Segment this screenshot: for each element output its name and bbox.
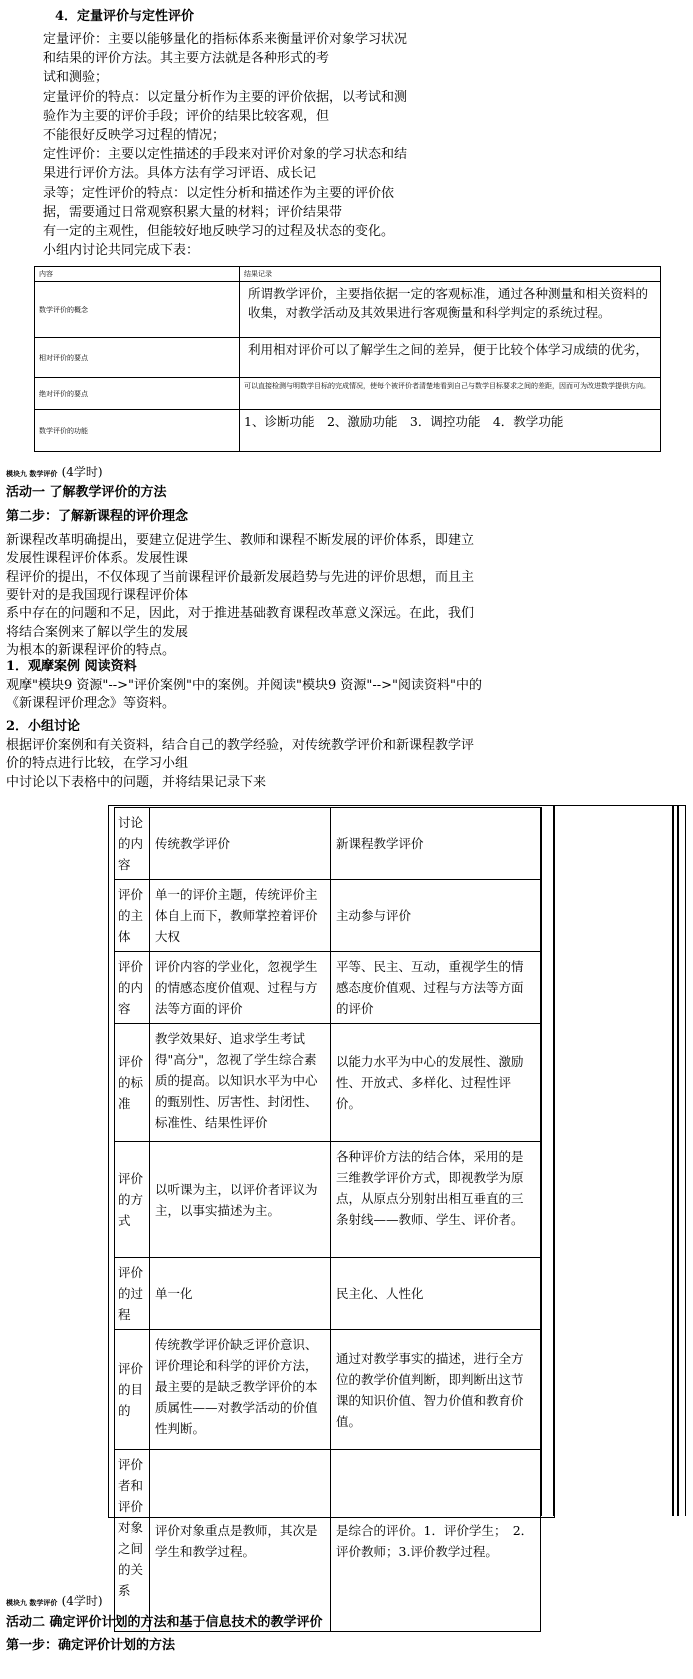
frame-line: [677, 805, 679, 1516]
text-line: 系中存在的问题和不足，因此，对于推进基础教育课程改革意义深远。在此，我们: [6, 606, 475, 622]
table-cell: 民主化、人性化: [331, 1258, 541, 1330]
summary-table: [34, 266, 661, 452]
text-line: 观摩"模块9 资源"-->"评价案例"中的案例。并阅读"模块9 资源"-->"阅读资料"中的: [6, 678, 482, 693]
table-cell: 评价内容的学业化，忽视学生的情感态度价值观、过程与方法等方面的评价: [150, 952, 331, 1024]
table-row-label: 数学评价的功能: [35, 410, 240, 452]
table-row-label: 评价的标准: [115, 1024, 150, 1142]
table-row-label: 评价的过程: [115, 1258, 150, 1330]
text-line: 验作为主要的评价手段；评价的结果比较客观，但: [43, 108, 330, 124]
table-header-cell: 新课程教学评价: [331, 808, 541, 880]
text-line: 新课程改革明确提出，要建立促进学生、教师和课程不断发展的评价体系，即建立: [6, 533, 475, 548]
table-cell: 各种评价方法的结合体，采用的是三维教学评价方式，即视教学为原点，从原点分别射出相互垂直的三条射线——教师、学生、评价者。: [331, 1142, 541, 1258]
text-line: 试和测验；: [43, 70, 109, 86]
table-row-label: 评价者和评价对象之间的关系: [115, 1450, 150, 1632]
section-heading: 4．定量评价与定性评价: [55, 9, 195, 24]
table-cell: 传统教学评价缺乏评价意识、评价理论和科学的评价方法，最主要的是缺乏教学评价的本质属性——对教学活动的价值性判断。: [150, 1330, 331, 1450]
text-line: 价的特点进行比较，在学习小组: [6, 756, 189, 772]
text-line: 根据评价案例和有关资料，结合自己的教学经验，对传统教学评价和新课程教学评: [6, 738, 475, 753]
module-hours: (4学时): [61, 1594, 103, 1608]
module-label: [6, 463, 103, 483]
frame-line: [553, 805, 685, 806]
module-name: 模块九 数学评价: [6, 469, 58, 478]
frame-line: [685, 805, 686, 1516]
text-line: 程评价的提出，不仅体现了当前课程评价最新发展趋势与先进的评价思想，而且主: [6, 569, 475, 585]
module-label: [6, 1592, 103, 1612]
module-hours: (4学时): [61, 465, 103, 479]
table-row-label: 绝对评价的要点: [35, 378, 240, 410]
table-cell: 利用相对评价可以了解学生之间的差异，便于比较个体学习成绩的优劣，: [240, 338, 661, 378]
text-line: 《新课程评价理念》等资料。: [6, 696, 176, 712]
step-heading: 第二步：了解新课程的评价理念: [6, 509, 189, 524]
table-row-label: 评价的主体: [115, 880, 150, 952]
table-header-cell: 结果记录: [240, 267, 661, 282]
table-cell: 通过对教学事实的描述，进行全方位的教学价值判断，即判断出这节课的知识价值、智力价值和教育价值。: [331, 1330, 541, 1450]
table-row-label: 相对评价的要点: [35, 338, 240, 378]
subsection-heading: 2．小组讨论: [6, 719, 81, 734]
text-line: 要针对的是我国现行课程评价体: [6, 587, 189, 603]
text-line: 小组内讨论共同完成下表：: [43, 243, 200, 259]
text-line: 为根本的新课程评价的特点。: [6, 642, 176, 658]
table-cell: 1、诊断功能 2、激励功能 3．调控功能 4．教学功能: [240, 410, 661, 452]
comparison-table: [114, 807, 541, 1632]
text-line: 录等；定性评价的特点：以定性分析和描述作为主要的评价依: [43, 185, 395, 201]
table-cell: 可以直接检测与明数学目标的完成情况，使每个被评价者清楚地看到自己与数学目标要求之间的差距，因而可为改进数学提供方向。: [240, 378, 661, 410]
text-line: 不能很好反映学习过程的情况；: [43, 128, 226, 143]
step-heading: 第一步：确定评价计划的方法: [6, 1638, 176, 1653]
text-line: 发展性课程评价体系。发展性课: [6, 551, 189, 567]
text-line: 和结果的评价方法。其主要方法就是各种形式的考: [43, 51, 330, 67]
text-line: 据，需要通过日常观察积累大量的材料；评价结果带: [43, 204, 343, 220]
table-row-label: 评价的内容: [115, 952, 150, 1024]
table-cell: 以听课为主，以评价者评议为主，以事实描述为主。: [150, 1142, 331, 1258]
table-row-label: 评价的目的: [115, 1330, 150, 1450]
text-line: 中讨论以下表格中的问题，并将结果记录下来: [6, 774, 267, 790]
text-line: 定量评价：主要以能够量化的指标体系来衡量评价对象学习状况: [43, 32, 408, 47]
table-header-cell: 传统教学评价: [150, 808, 331, 880]
frame-line: [553, 805, 554, 1516]
table-cell: 是综合的评价。1．评价学生； 2．评价教师；3.评价教学过程。: [331, 1450, 541, 1632]
table-row-label: 评价的方式: [115, 1142, 150, 1258]
table-cell: 以能力水平为中心的发展性、激励性、开放式、多样化、过程性评价。: [331, 1024, 541, 1142]
table-row-label: 数学评价的概念: [35, 282, 240, 338]
activity-title: 活动一 了解教学评价的方法: [6, 485, 167, 500]
subsection-heading: 1．观摩案例 阅读资料: [6, 659, 137, 674]
table-cell: 单一化: [150, 1258, 331, 1330]
table-header-cell: 讨论的内容: [115, 808, 150, 880]
table-cell: 平等、民主、互动，重视学生的情感态度价值观、过程与方法等方面的评价: [331, 952, 541, 1024]
table-cell: 单一的评价主题，传统评价主体自上而下，教师掌控着评价大权: [150, 880, 331, 952]
table-cell: 所谓教学评价，主要指依据一定的客观标准，通过各种测量和相关资料的收集，对教学活动及其效果进行客观衡量和科学判定的系统过程。: [240, 282, 661, 338]
module-name: 模块九 数学评价: [6, 1598, 58, 1607]
table-cell: 主动参与评价: [331, 880, 541, 952]
table-header-cell: 内容: [35, 267, 240, 282]
text-line: 定性评价：主要以定性描述的手段来对评价对象的学习状态和结: [43, 147, 408, 163]
table-cell: 教学效果好、追求学生考试得"高分"，忽视了学生综合素质的提高。以知识水平为中心的甄别性、厉害性、封闭性、标准性、结果性评价: [150, 1024, 331, 1142]
frame-line: [672, 805, 674, 1516]
text-line: 果进行评价方法。具体方法有学习评语、成长记: [43, 166, 317, 182]
activity-title: 活动二 确定评价计划的方法和基于信息技术的教学评价: [6, 1615, 323, 1630]
table-cell: 评价对象重点是教师，其次是学生和教学过程。: [150, 1450, 331, 1632]
text-line: 有一定的主观性，但能较好地反映学习的过程及状态的变化。: [43, 224, 395, 239]
text-line: 定量评价的特点：以定量分析作为主要的评价依据，以考试和测: [43, 89, 408, 105]
text-line: 将结合案例来了解以学生的发展: [6, 624, 189, 640]
